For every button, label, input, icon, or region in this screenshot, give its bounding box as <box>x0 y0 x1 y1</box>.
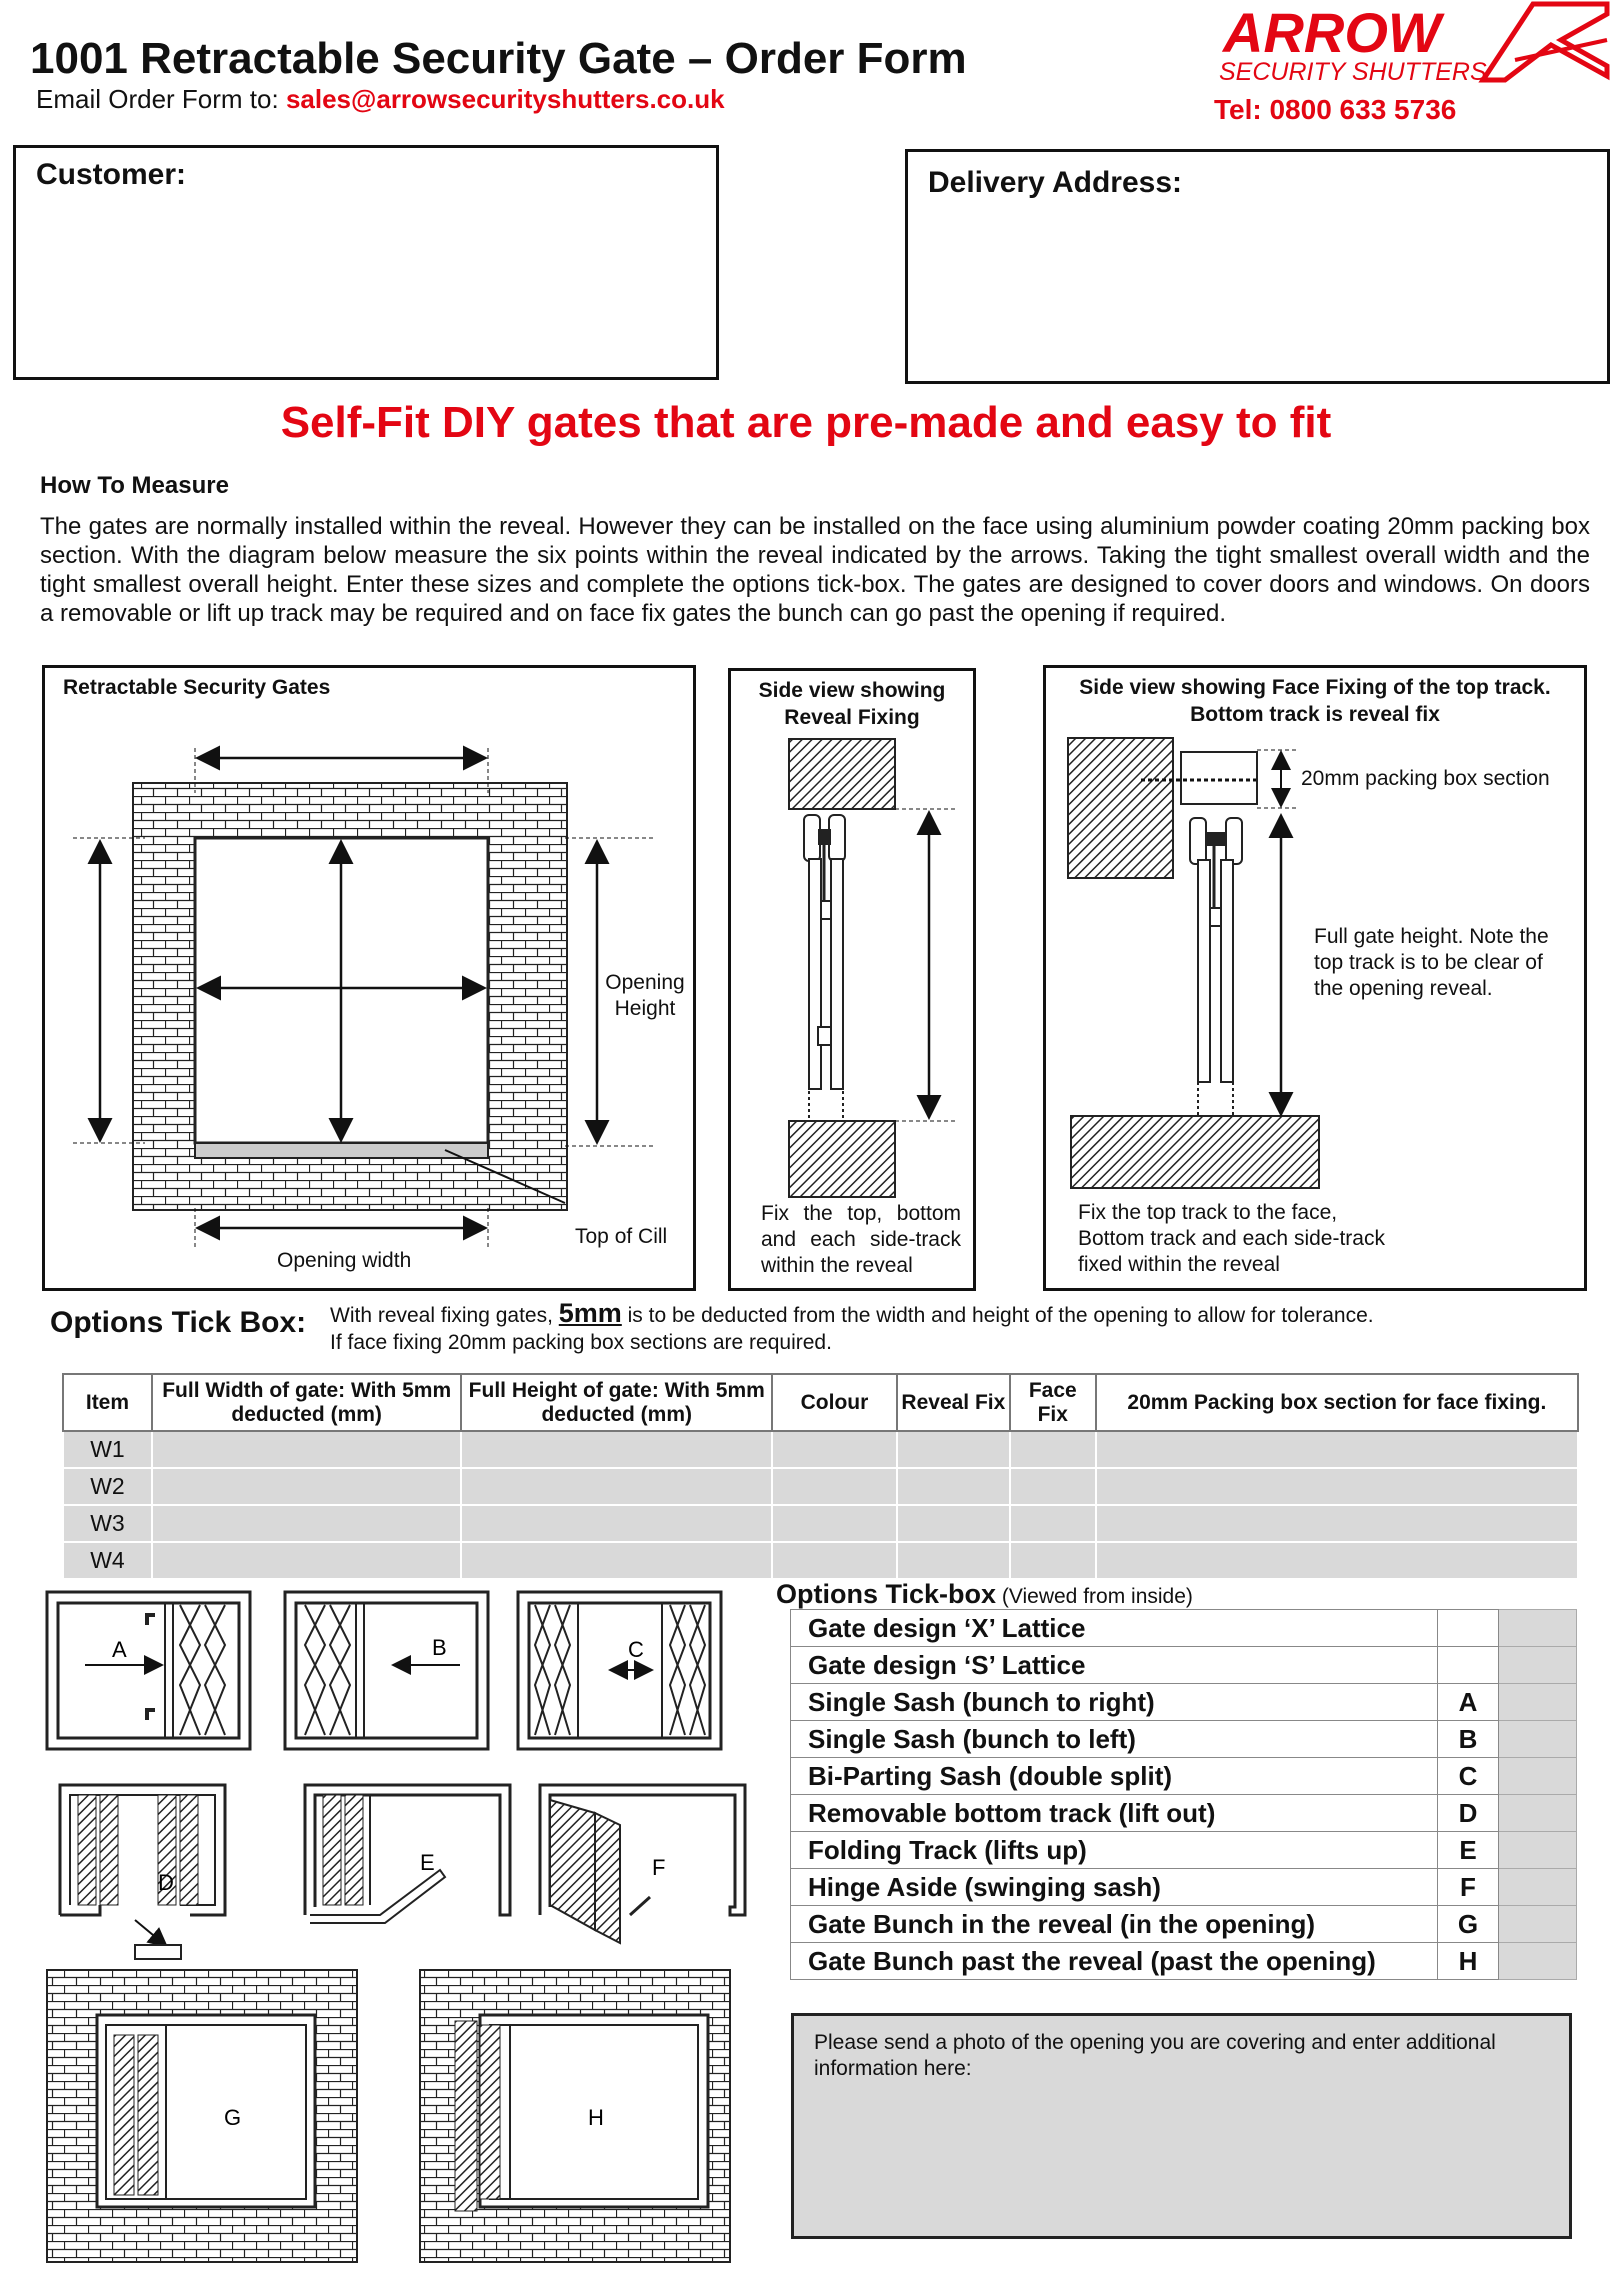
options-note-line2: If face fixing 20mm packing box sections are required. <box>330 1331 832 1354</box>
reveal-fix-cell[interactable] <box>897 1468 1010 1505</box>
colour-cell[interactable] <box>772 1468 897 1505</box>
colour-cell[interactable] <box>772 1542 897 1579</box>
tick-checkbox[interactable] <box>1499 1610 1577 1647</box>
options-note <box>330 1300 1374 1356</box>
tickbox-subtitle: (Viewed from inside) <box>996 1585 1193 1608</box>
tick-code: C <box>1438 1758 1499 1795</box>
col-full-height: Full Height of gate: With 5mm deducted (mm) <box>461 1374 772 1431</box>
tick-checkbox[interactable] <box>1499 1832 1577 1869</box>
reveal-fix-cell[interactable] <box>897 1431 1010 1468</box>
how-to-text: The gates are normally installed within the reveal. However they can be installed on the face using aluminium powder coating 20mm packing box section. With the diagram below measure the six points within the reveal indicated by the arrows. Taking the tight smallest overall width and the tight smallest overall height. Enter these sizes and complete the options tick-box. The gates are designed to cover doors and windows. On doors a removable or lift up track may be required and on face fix gates the bunch can go past the opening if required. <box>40 513 1590 627</box>
tick-code: D <box>1438 1795 1499 1832</box>
options-title: Options Tick Box: <box>50 1306 307 1339</box>
telephone: Tel: 0800 633 5736 <box>1214 94 1457 125</box>
colour-cell[interactable] <box>772 1431 897 1468</box>
options-note-5mm: 5mm <box>558 1298 622 1328</box>
height-cell[interactable] <box>461 1431 772 1468</box>
tick-label: Gate design ‘S’ Lattice <box>791 1647 1438 1684</box>
tick-row <box>791 1684 1577 1721</box>
tick-code <box>1438 1647 1499 1684</box>
tick-code: F <box>1438 1869 1499 1906</box>
additional-info-box[interactable] <box>791 2013 1572 2239</box>
tick-label: Hinge Aside (swinging sash) <box>791 1869 1438 1906</box>
order-table <box>62 1373 1579 1580</box>
packing-cell[interactable] <box>1096 1468 1578 1505</box>
tick-checkbox[interactable] <box>1499 1647 1577 1684</box>
tick-checkbox[interactable] <box>1499 1721 1577 1758</box>
tick-label: Gate design ‘X’ Lattice <box>791 1610 1438 1647</box>
tick-label: Single Sash (bunch to left) <box>791 1721 1438 1758</box>
diagram3-caption: Fix the top track to the face, Bottom track and each side-track fixed within the reveal <box>1078 1201 1385 1276</box>
col-face-fix: Face Fix <box>1010 1374 1096 1431</box>
tagline: Self-Fit DIY gates that are pre-made and easy to fit <box>280 398 1332 447</box>
diagram2-caption: Fix the top, bottom and each side-track within the reveal <box>761 1202 961 1277</box>
tick-label: Folding Track (lifts up) <box>791 1832 1438 1869</box>
how-to-heading: How To Measure <box>40 472 229 499</box>
additional-info-text: Please send a photo of the opening you are covering and enter additional information here: <box>814 2031 1496 2080</box>
illustration-d <box>60 1785 225 1959</box>
letter-f: F <box>652 1855 666 1880</box>
table-header-row <box>63 1374 1578 1431</box>
diagram1-title: Retractable Security Gates <box>63 676 331 699</box>
letter-e: E <box>420 1850 435 1875</box>
height-cell[interactable] <box>461 1505 772 1542</box>
customer-label: Customer: <box>36 158 187 191</box>
tick-code: A <box>1438 1684 1499 1721</box>
tick-code <box>1438 1610 1499 1647</box>
top-of-cill-label: Top of Cill <box>575 1225 668 1248</box>
logo-main-text: ARROW <box>1223 1 1441 64</box>
width-cell[interactable] <box>152 1468 462 1505</box>
tick-row <box>791 1869 1577 1906</box>
letter-d: D <box>158 1870 174 1895</box>
face-fix-cell[interactable] <box>1010 1542 1096 1579</box>
col-colour: Colour <box>772 1374 897 1431</box>
colour-cell[interactable] <box>772 1505 897 1542</box>
width-cell[interactable] <box>152 1505 462 1542</box>
height-cell[interactable] <box>461 1542 772 1579</box>
table-row <box>63 1431 1578 1468</box>
gate-option-illustrations <box>40 1585 750 2275</box>
face-fix-cell[interactable] <box>1010 1505 1096 1542</box>
col-item: Item <box>63 1374 152 1431</box>
tick-code: H <box>1438 1943 1499 1980</box>
tick-checkbox[interactable] <box>1499 1906 1577 1943</box>
letter-a: A <box>112 1637 127 1662</box>
packing-cell[interactable] <box>1096 1505 1578 1542</box>
tick-row <box>791 1610 1577 1647</box>
delivery-address-box[interactable] <box>905 149 1610 384</box>
table-row <box>63 1468 1578 1505</box>
row-item: W3 <box>63 1505 152 1542</box>
email-row <box>36 84 725 115</box>
illustration-a <box>47 1592 250 1749</box>
arrow-logo <box>1215 0 1610 88</box>
reveal-fixing-side-view <box>731 671 973 1288</box>
customer-box[interactable] <box>13 145 719 380</box>
tick-label: Single Sash (bunch to right) <box>791 1684 1438 1721</box>
row-item: W1 <box>63 1431 152 1468</box>
height-cell[interactable] <box>461 1468 772 1505</box>
tick-code: G <box>1438 1906 1499 1943</box>
illustration-e <box>305 1785 510 1923</box>
tick-code: E <box>1438 1832 1499 1869</box>
tick-row <box>791 1647 1577 1684</box>
col-full-width: Full Width of gate: With 5mm deducted (mm) <box>152 1374 462 1431</box>
table-row <box>63 1505 1578 1542</box>
width-cell[interactable] <box>152 1542 462 1579</box>
tick-label: Removable bottom track (lift out) <box>791 1795 1438 1832</box>
packing-cell[interactable] <box>1096 1431 1578 1468</box>
tick-row <box>791 1795 1577 1832</box>
illustration-g <box>47 1970 357 2262</box>
tick-checkbox[interactable] <box>1499 1758 1577 1795</box>
illustration-b <box>285 1592 488 1749</box>
packing-box-label: 20mm packing box section <box>1301 767 1550 790</box>
letter-c: C <box>628 1637 644 1662</box>
delivery-label: Delivery Address: <box>928 166 1183 199</box>
row-item: W4 <box>63 1542 152 1579</box>
tick-label: Bi-Parting Sash (double split) <box>791 1758 1438 1795</box>
table-row <box>63 1542 1578 1579</box>
tick-row <box>791 1832 1577 1869</box>
tick-checkbox[interactable] <box>1499 1869 1577 1906</box>
diagram3-title: Side view showing Face Fixing of the top track. Bottom track is reveal fix <box>1079 676 1551 726</box>
tickbox-title-main: Options Tick-box <box>776 1579 997 1609</box>
reveal-fix-cell[interactable] <box>897 1542 1010 1579</box>
options-tickbox-table <box>790 1609 1577 1980</box>
tick-label: Gate Bunch past the reveal (past the opening) <box>791 1943 1438 1980</box>
opening-height-label: Opening Height <box>605 971 685 1020</box>
reveal-fix-cell[interactable] <box>897 1505 1010 1542</box>
tick-label: Gate Bunch in the reveal (in the opening) <box>791 1906 1438 1943</box>
illustration-c <box>518 1592 721 1749</box>
logo-sub-text: SECURITY SHUTTERS <box>1219 58 1487 86</box>
illustration-f <box>540 1785 745 1943</box>
letter-h: H <box>588 2105 604 2130</box>
tick-checkbox[interactable] <box>1499 1943 1577 1980</box>
face-fix-cell[interactable] <box>1010 1431 1096 1468</box>
opening-width-label: Opening width <box>277 1249 412 1272</box>
diagram-retractable-gates <box>42 665 696 1291</box>
tick-row <box>791 1721 1577 1758</box>
col-reveal-fix: Reveal Fix <box>897 1374 1010 1431</box>
tick-row <box>791 1758 1577 1795</box>
tick-row <box>791 1906 1577 1943</box>
diagram-reveal-fixing <box>728 668 976 1291</box>
email-link[interactable]: sales@arrowsecurityshutters.co.uk <box>285 84 725 114</box>
illustration-h <box>420 1970 730 2262</box>
tick-checkbox[interactable] <box>1499 1795 1577 1832</box>
col-packing-box: 20mm Packing box section for face fixing. <box>1096 1374 1578 1431</box>
options-note-before: With reveal fixing gates, <box>330 1304 559 1327</box>
front-view-drawing <box>45 668 693 1288</box>
face-fix-cell[interactable] <box>1010 1468 1096 1505</box>
row-item: W2 <box>63 1468 152 1505</box>
width-cell[interactable] <box>152 1431 462 1468</box>
packing-cell[interactable] <box>1096 1542 1578 1579</box>
form-title: 1001 Retractable Security Gate – Order Form <box>30 34 967 83</box>
full-height-note: Full gate height. Note the top track is to be clear of the opening reveal. <box>1314 925 1549 1000</box>
tickbox-title <box>776 1579 1193 1610</box>
tick-checkbox[interactable] <box>1499 1684 1577 1721</box>
tick-row <box>791 1943 1577 1980</box>
options-note-after: is to be deducted from the width and height of the opening to allow for tolerance. <box>621 1304 1374 1327</box>
tick-code: B <box>1438 1721 1499 1758</box>
diagram2-title: Side view showing Reveal Fixing <box>758 679 946 729</box>
letter-b: B <box>432 1635 447 1660</box>
letter-g: G <box>224 2105 242 2130</box>
diagram-face-fixing <box>1043 665 1587 1291</box>
email-label: Email Order Form to: <box>36 84 286 114</box>
